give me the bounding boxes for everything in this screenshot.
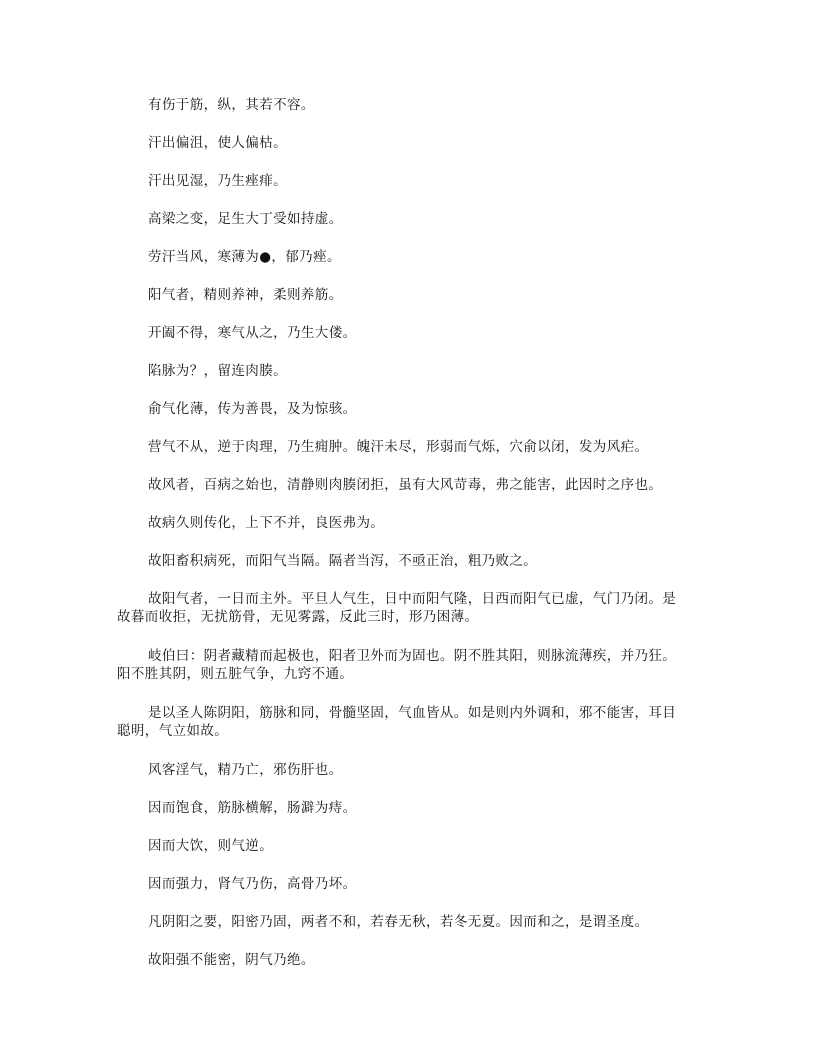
paragraph-14: 故阳气者，一日而主外。平旦人气生，日中而阳气隆，日西而阳气已虚，气门乃闭。是故暮而收拒，无扰筋骨，无见雾露，反此三时，形乃困薄。 bbox=[117, 591, 677, 625]
paragraph-3: 汗出见湿，乃生痤痱。 bbox=[148, 173, 287, 189]
paragraph-12: 故病久则传化，上下不并，良医弗为。 bbox=[148, 515, 385, 531]
paragraph-20: 因而强力，肾气乃伤，高骨乃坏。 bbox=[148, 876, 357, 892]
paragraph-5: 劳汗当风，寒薄为●，郁乃痤。 bbox=[148, 249, 341, 265]
paragraph-15: 岐伯曰：阴者藏精而起极也，阳者卫外而为固也。阴不胜其阳，则脉流薄疾，并乃狂。阳不胜其阴，则五脏气争，九窍不通。 bbox=[117, 648, 677, 682]
paragraph-17: 风客淫气，精乃亡，邪伤肝也。 bbox=[148, 762, 343, 778]
paragraph-10: 营气不从，逆于肉理，乃生痈肿。魄汗未尽，形弱而气烁，穴俞以闭，发为风疟。 bbox=[148, 439, 649, 455]
paragraph-16: 是以圣人陈阴阳，筋脉和同，骨髓坚固，气血皆从。如是则内外调和，邪不能害，耳目聪明，气立如故。 bbox=[117, 705, 677, 739]
paragraph-8: 陷脉为？，留连肉腠。 bbox=[148, 363, 287, 379]
paragraph-11: 故风者，百病之始也，清静则肉腠闭拒，虽有大风苛毒，弗之能害，此因时之序也。 bbox=[148, 477, 663, 493]
paragraph-9: 俞气化薄，传为善畏，及为惊骇。 bbox=[148, 401, 357, 417]
paragraph-18: 因而饱食，筋脉横解，肠澼为痔。 bbox=[148, 800, 357, 816]
paragraph-13: 故阳畜积病死，而阳气当隔。隔者当泻，不亟正治，粗乃败之。 bbox=[148, 553, 538, 569]
paragraph-6: 阳气者，精则养神，柔则养筋。 bbox=[148, 287, 343, 303]
paragraph-19: 因而大饮，则气逆。 bbox=[148, 838, 274, 854]
paragraph-4: 高梁之变，足生大丁受如持虚。 bbox=[148, 211, 343, 227]
paragraph-2: 汗出偏沮，使人偏枯。 bbox=[148, 135, 287, 151]
paragraph-1: 有伤于筋，纵，其若不容。 bbox=[148, 97, 315, 113]
paragraph-7: 开阖不得，寒气从之，乃生大偻。 bbox=[148, 325, 357, 341]
paragraph-22: 故阳强不能密，阴气乃绝。 bbox=[148, 952, 315, 968]
paragraph-21: 凡阴阳之要，阳密乃固，两者不和，若春无秋，若冬无夏。因而和之，是谓圣度。 bbox=[148, 914, 649, 930]
